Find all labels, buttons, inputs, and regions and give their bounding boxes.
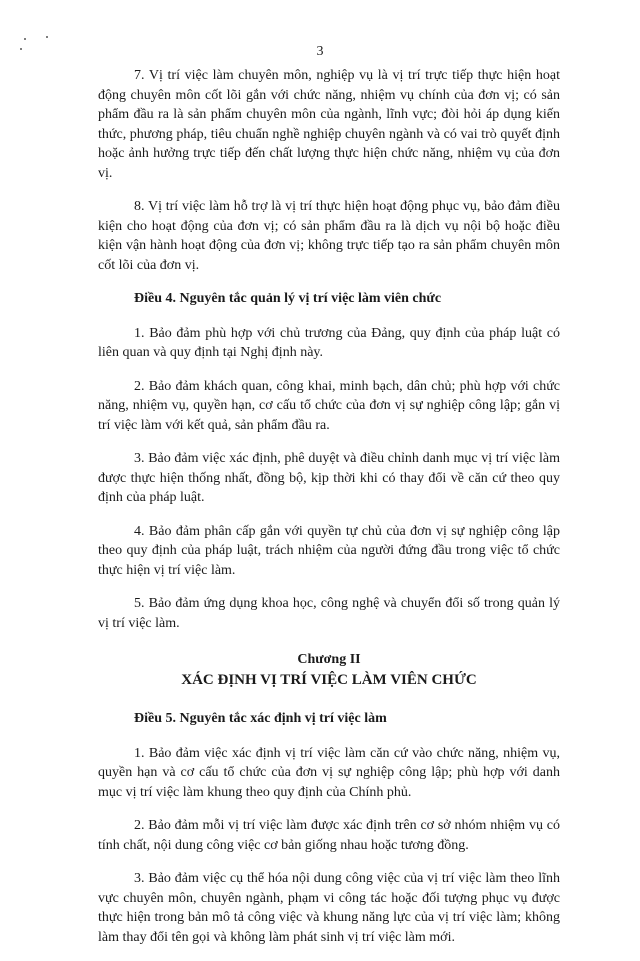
document-body <box>98 66 560 961</box>
paragraph: 1. Bảo đảm phù hợp với chủ trương của Đảng, quy định của pháp luật có liên quan và quy định tại Nghị định này. <box>98 325 560 360</box>
page-number: 3 <box>316 44 324 59</box>
paragraph: 4. Bảo đảm phân cấp gắn với quyền tự chủ của đơn vị sự nghiệp công lập theo quy định của pháp luật, trách nhiệm của người đứng đầu trong việc tổ chức thực hiện vị trí việc làm. <box>98 523 560 578</box>
chapter-header <box>98 651 560 691</box>
article-heading: Điều 4. Nguyên tắc quản lý vị trí việc làm viên chức <box>134 291 442 306</box>
scan-speck <box>46 36 48 38</box>
paragraph: 3. Bảo đảm việc cụ thể hóa nội dung công việc của vị trí việc làm theo lĩnh vực chuyên môn, chuyên ngành, phạm vi công tác hoặc đối tượng phục vụ được thực hiện trong bản mô tả công việc và khung năng lực của vị trí việc làm; không làm thay đổi tên gọi và không làm phát sinh vị trí việc làm mới. <box>98 871 560 945</box>
paragraph: 2. Bảo đảm khách quan, công khai, minh bạch, dân chủ; phù hợp với chức năng, nhiệm vụ, quyền hạn, cơ cấu tổ chức của đơn vị sự nghiệp công lập; gắn vị trí việc làm với kết quả, sản phẩm đầu ra. <box>98 378 560 433</box>
paragraph: 3. Bảo đảm việc xác định, phê duyệt và điều chỉnh danh mục vị trí việc làm được thực hiện thống nhất, đồng bộ, kịp thời khi có thay đổi về căn cứ theo quy định của pháp luật. <box>98 451 560 505</box>
article-heading: Điều 5. Nguyên tắc xác định vị trí việc làm <box>134 711 387 726</box>
paragraph: 2. Bảo đảm mỗi vị trí việc làm được xác định trên cơ sở nhóm nhiệm vụ có tính chất, nội dung công việc cơ bản giống nhau hoặc tương đồng. <box>98 818 560 853</box>
paragraph: 7. Vị trí việc làm chuyên môn, nghiệp vụ là vị trí trực tiếp thực hiện hoạt động chuyên môn cốt lõi gắn với chức năng, nhiệm vụ chính của đơn vị; có sản phẩm đầu ra là sản phẩm chuyên môn của ngành, lĩnh vực; đòi hỏi áp dụng kiến thức, phương pháp, tiêu chuẩn nghề nghiệp chuyên ngành và có vai trò quyết định hoặc ảnh hưởng trực tiếp đến chất lượng thực hiện chức năng, nhiệm vụ của đơn vị. <box>98 68 560 181</box>
scan-speck <box>24 38 26 40</box>
chapter-number: Chương II <box>297 652 361 667</box>
chapter-title: XÁC ĐỊNH VỊ TRÍ VIỆC LÀM VIÊN CHỨC <box>181 672 477 688</box>
paragraph: 5. Bảo đảm ứng dụng khoa học, công nghệ và chuyển đổi số trong quản lý vị trí việc làm. <box>98 596 560 631</box>
paragraph: 8. Vị trí việc làm hỗ trợ là vị trí thực hiện hoạt động phục vụ, bảo đảm điều kiện cho hoạt động của đơn vị; có sản phẩm đầu ra là dịch vụ nội bộ hoặc điều kiện vận hành hoạt động của đơn vị; không trực tiếp tạo ra sản phẩm chuyên môn cốt lõi của đơn vị. <box>98 199 560 273</box>
paragraph: 1. Bảo đảm việc xác định vị trí việc làm căn cứ vào chức năng, nhiệm vụ, quyền hạn và cơ cấu tổ chức của đơn vị sự nghiệp công lập; phù hợp với danh mục vị trí việc làm khung theo quy định của Chính phủ. <box>98 745 560 800</box>
